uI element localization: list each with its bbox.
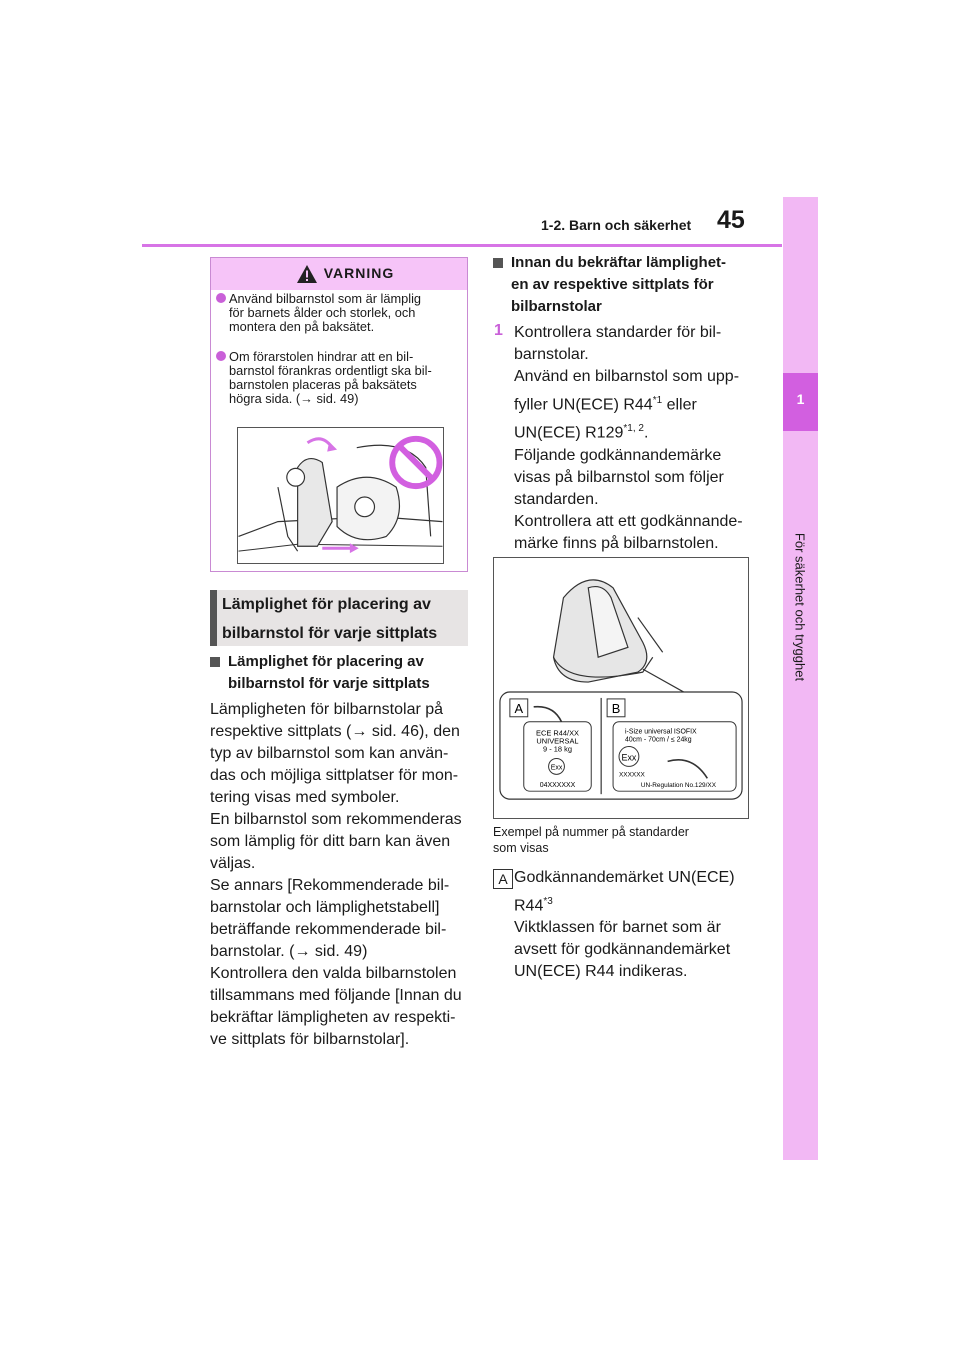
square-bullet-icon [493, 258, 503, 268]
chapter-number: 1 [796, 391, 805, 407]
chapter-label: För säkerhet och trygghet [792, 532, 808, 682]
left-subheading: Lämplighet för placering av bilbarnstol för varje sittplats [210, 651, 430, 695]
b-mark-line2: 40cm - 70cm / ≤ 24kg [624, 736, 692, 744]
warning-header [211, 258, 467, 290]
section-title: 1-2. Barn och säkerhet [541, 217, 692, 233]
left-body-text: Lämpligheten för bilbarnstolar på respektive sittplats (→ sid. 46), den typ av bilbarnstol som kan använ- das och möjliga sittplatser för mon- tering visas med symboler. En bilbarnstol som rekommenderas som lämplig för ditt barn kan även väljas. Se annars [Rekommenderade bil- barnstolar och lämplighetstabell] beträffande rekommenderade bil- barnstolar. (→ sid. 49) Kontrollera den valda bilbarnstolen tillsammans med följande [Innan du bekräftar lämpligheten av respekti- ve sittplats för bilbarnstolar]. [210, 701, 462, 1048]
figure-label-a: A [514, 700, 524, 716]
b-mark-code: XXXXXX [619, 771, 645, 779]
a-mark-line3: 9 - 18 kg [543, 744, 572, 754]
a-mark-exx: Exx [550, 764, 563, 772]
a-mark-code: 04XXXXXX [539, 782, 576, 790]
warning-item: Om förarstolen hindrar att en bil- barnstol förankras ordentligt ska bil- barnstolen placeras på baksätets högra sida. (→ sid. 49) [211, 350, 466, 406]
page-number: 45 [717, 206, 745, 234]
step-number: 1 [494, 322, 503, 339]
step-text: Kontrollera standarder för bil- barnstolar. Använd en bilbarnstol som upp- fyller UN(ECE) R44$^{*1}$ eller UN(ECE) R129$^{*1, 2}$. Följande godkännandemärke visas på bilbarnstol som följer standarden. Kontrollera att ett godkännande- märke finns på bilbarnstolen. [514, 324, 743, 552]
b-mark-line1: i-Size universal ISOFIX [624, 728, 697, 736]
a-mark-line1: ECE R44/XX [536, 728, 579, 738]
section-heading: Lämplighet för placering av bilbarnstol för varje sittplats [210, 590, 468, 646]
label-a-description: Godkännandemärket UN(ECE) R44$^{*3}$ Viktklassen för barnet som är avsett för godkännandemärket UN(ECE) R44 indikeras. [514, 869, 735, 981]
child-seat-front-prohibited-illustration [237, 427, 444, 564]
header-divider [142, 244, 782, 247]
bullet-icon [216, 351, 226, 361]
warning-title: VARNING [323, 265, 395, 281]
approval-mark-figure [493, 557, 749, 819]
b-mark-exx: Exx [621, 752, 637, 763]
a-mark-line2: UNIVERSAL [536, 736, 579, 746]
right-subheading: Innan du bekräftar lämplighet- en av respektive sittplats för bilbarnstolar [493, 252, 726, 318]
square-bullet-icon [210, 657, 220, 667]
warning-item: Använd bilbarnstol som är lämplig för barnets ålder och storlek, och montera den på baksätet. [211, 292, 466, 334]
figure-caption: Exempel på nummer på standarder som visas [493, 825, 689, 855]
warning-box [210, 257, 468, 572]
bullet-icon [216, 293, 226, 303]
b-mark-regulation: UN-Regulation No.129/XX [640, 782, 716, 790]
label-a-marker: A [493, 869, 513, 889]
figure-label-b: B [611, 700, 621, 716]
chapter-side-tab [783, 197, 818, 1160]
